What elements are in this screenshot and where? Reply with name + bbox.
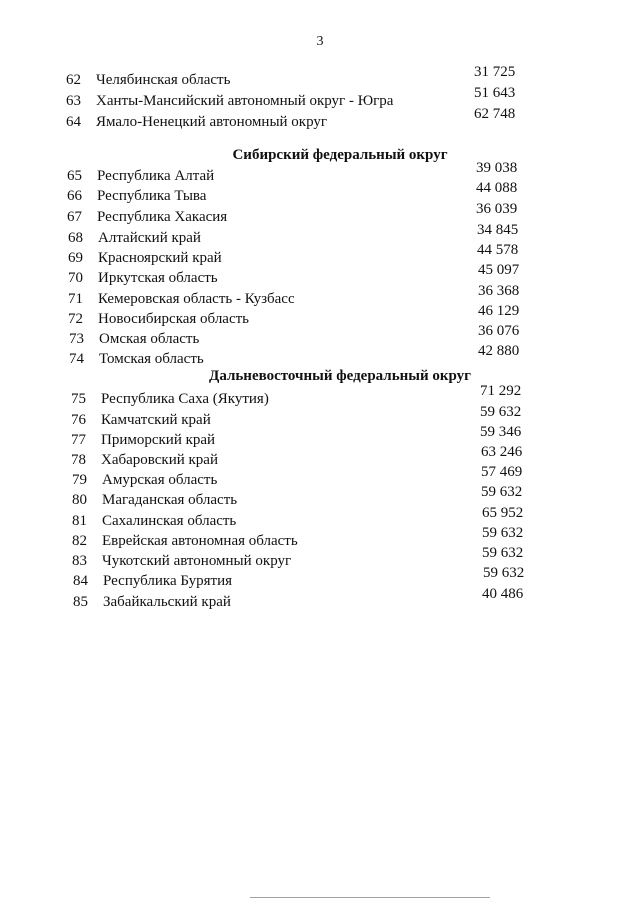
region-name: Хабаровский край [101, 452, 218, 468]
table-row [71, 444, 551, 470]
region-value: 59 632 [480, 404, 522, 420]
table-row [72, 484, 552, 510]
row-number: 62 [66, 72, 81, 88]
region-name: Забайкальский край [103, 594, 231, 610]
table-row [68, 303, 548, 329]
region-name: Омская область [99, 331, 200, 347]
region-value: 71 292 [480, 383, 522, 399]
scan-artifact-line [250, 897, 490, 898]
section-heading: Дальневосточный федеральный округ [209, 368, 471, 384]
region-value: 36 039 [476, 201, 518, 217]
region-name: Иркутская область [98, 270, 218, 286]
region-name: Новосибирская область [98, 311, 250, 327]
row-number: 72 [68, 311, 83, 327]
region-value: 45 097 [478, 262, 520, 278]
table-row [73, 565, 553, 591]
region-value: 59 632 [482, 525, 524, 541]
table-row [67, 160, 547, 186]
table-row [68, 222, 548, 248]
table-row [72, 545, 552, 571]
row-number: 70 [68, 270, 83, 286]
region-name: Камчатский край [101, 412, 211, 428]
region-name: Красноярский край [98, 250, 222, 266]
row-number: 77 [71, 432, 86, 448]
table-row [68, 262, 548, 288]
region-value: 40 486 [482, 586, 524, 602]
region-name: Сахалинская область [102, 513, 237, 529]
region-name: Ямало-Ненецкий автономный округ [96, 114, 328, 130]
row-number: 82 [72, 533, 87, 549]
region-name: Республика Тыва [97, 188, 207, 204]
region-value: 57 469 [481, 464, 523, 480]
region-value: 39 038 [476, 160, 518, 176]
table-row [71, 404, 551, 430]
region-value: 59 346 [480, 424, 522, 440]
region-value: 46 129 [478, 303, 520, 319]
section-heading: Сибирский федеральный округ [232, 147, 448, 163]
region-name: Алтайский край [98, 230, 201, 246]
table-row [71, 424, 551, 450]
region-name: Челябинская область [96, 72, 231, 88]
region-value: 36 076 [478, 323, 520, 339]
region-value: 59 632 [483, 565, 525, 581]
region-name: Чукотский автономный округ [102, 553, 292, 569]
row-number: 83 [72, 553, 87, 569]
row-number: 79 [72, 472, 87, 488]
table-row [71, 383, 551, 409]
row-number: 74 [69, 351, 84, 367]
table-row [72, 525, 552, 551]
region-value: 44 578 [477, 242, 519, 258]
table-row [69, 323, 549, 349]
region-value: 34 845 [477, 222, 519, 238]
row-number: 71 [68, 291, 83, 307]
region-value: 42 880 [478, 343, 520, 359]
region-name: Приморский край [101, 432, 216, 448]
table-row [73, 586, 553, 612]
region-value: 31 725 [474, 64, 516, 80]
region-name: Республика Саха (Якутия) [101, 391, 269, 407]
row-number: 68 [68, 230, 83, 246]
row-number: 73 [69, 331, 84, 347]
row-number: 66 [67, 188, 82, 204]
region-name: Республика Алтай [97, 168, 215, 184]
region-name: Томская область [99, 351, 204, 367]
table-row [72, 505, 552, 531]
table-row [72, 464, 552, 490]
row-number: 76 [71, 412, 86, 428]
region-value: 63 246 [481, 444, 523, 460]
row-number: 85 [73, 594, 88, 610]
region-name: Ханты-Мансийский автономный округ - Югра [96, 93, 394, 109]
row-number: 64 [66, 114, 81, 130]
row-number: 80 [72, 492, 87, 508]
region-name: Республика Бурятия [103, 573, 233, 589]
row-number: 67 [67, 209, 82, 225]
region-name: Амурская область [102, 472, 218, 488]
table-row [68, 242, 548, 268]
table-row [67, 201, 547, 227]
region-name: Еврейская автономная область [102, 533, 298, 549]
region-value: 59 632 [481, 484, 523, 500]
region-value: 62 748 [474, 106, 516, 122]
region-value: 59 632 [482, 545, 524, 561]
region-value: 65 952 [482, 505, 524, 521]
row-number: 84 [73, 573, 88, 589]
region-value: 44 088 [476, 180, 518, 196]
region-name: Кемеровская область - Кузбасс [98, 291, 295, 307]
row-number: 65 [67, 168, 82, 184]
page-number: 3 [316, 34, 324, 49]
region-value: 51 643 [474, 85, 516, 101]
row-number: 63 [66, 93, 81, 109]
region-name: Магаданская область [102, 492, 238, 508]
row-number: 78 [71, 452, 86, 468]
row-number: 75 [71, 391, 86, 407]
row-number: 81 [72, 513, 87, 529]
region-value: 36 368 [478, 283, 520, 299]
row-number: 69 [68, 250, 83, 266]
table-row [68, 283, 548, 309]
table-row [66, 106, 546, 132]
region-name: Республика Хакасия [97, 209, 228, 225]
table-row [67, 180, 547, 206]
